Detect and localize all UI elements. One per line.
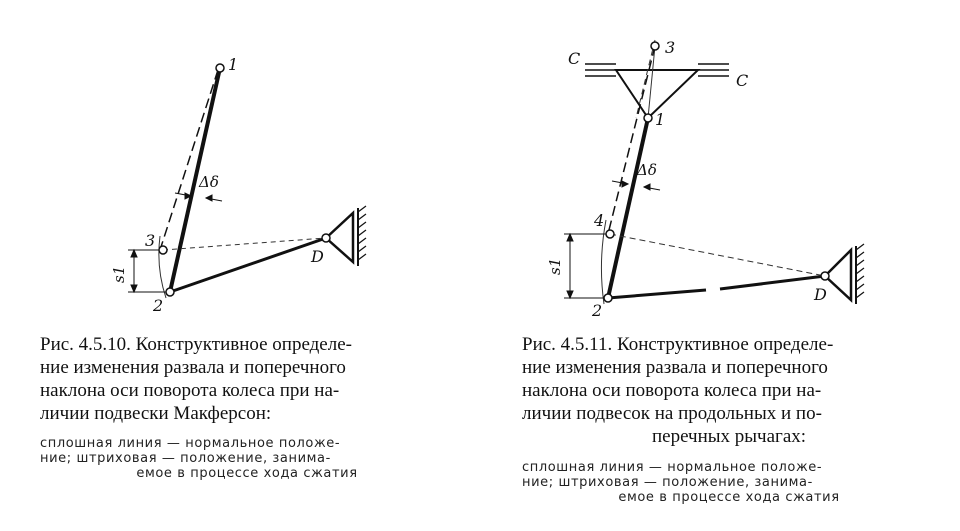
label-1: 1 [228, 55, 239, 74]
caption-line: ние изменения развала и поперечного [522, 357, 828, 378]
caption-line: наклона оси поворота колеса при на- [40, 380, 340, 401]
strut-line-dashed [160, 70, 218, 250]
ground-hatch [358, 206, 366, 260]
node-2 [604, 294, 612, 302]
label-D: D [814, 285, 827, 304]
ground-hatch [856, 244, 864, 298]
caption-line: личии подвесок на продольных и по- [522, 403, 822, 424]
note-line: сплошная линия — нормальное положе- [522, 460, 823, 475]
note-line: ние; штриховая — положение, занима- [40, 451, 331, 466]
delta-arrows [612, 181, 660, 190]
note-line: ние; штриховая — положение, занима- [522, 475, 813, 490]
label-C-right: C [736, 71, 749, 90]
caption-line: личии подвески Макферсон: [40, 403, 272, 424]
caption-line: Рис. 4.5.11. Конструктивное определе- [522, 334, 834, 355]
caption-line: Рис. 4.5.10. Конструктивное определе- [40, 334, 352, 355]
label-D: D [311, 247, 324, 266]
lower-arm-solid [170, 238, 326, 292]
label-2: 2 [153, 296, 164, 315]
lower-arm-solid-b [720, 276, 825, 289]
caption-line: перечных рычагах: [651, 426, 807, 447]
node-4 [606, 230, 614, 238]
caption-line: ние изменения развала и поперечного [40, 357, 346, 378]
node-D [322, 234, 330, 242]
macpherson-diagram [0, 0, 480, 330]
node-D [821, 272, 829, 280]
label-3: 3 [145, 231, 156, 250]
node-3 [159, 246, 167, 254]
label-4: 4 [594, 211, 605, 230]
note-right [522, 460, 936, 505]
c-left-bearing [585, 64, 616, 76]
label-3: 3 [665, 38, 676, 57]
node-1 [644, 114, 652, 122]
label-1: 1 [655, 110, 666, 129]
caption-line: наклона оси поворота колеса при на- [522, 380, 822, 401]
label-C-left: C [568, 49, 581, 68]
note-line: емое в процессе хода сжатия [618, 490, 840, 505]
caption-right [522, 333, 936, 448]
note-line: сплошная линия — нормальное положе- [40, 436, 341, 451]
lower-arm-dashed [163, 238, 326, 250]
lower-arm-solid-a [608, 290, 706, 298]
label-delta: Δδ [637, 161, 657, 179]
delta-arrows [175, 193, 222, 201]
label-delta: Δδ [199, 173, 219, 191]
node-3 [651, 42, 659, 50]
kingpin-dashed [608, 46, 655, 234]
node-2 [166, 288, 174, 296]
swing-arc [601, 220, 606, 304]
label-s1: s1 [546, 257, 564, 275]
node-1 [216, 64, 224, 72]
caption-left [40, 333, 454, 425]
note-left [40, 436, 454, 481]
c-right-bearing [698, 64, 729, 76]
upper-guide [648, 46, 655, 118]
label-s1: s1 [110, 265, 128, 283]
lower-arm-dashed [610, 234, 825, 276]
label-2: 2 [592, 301, 603, 320]
wishbone-diagram [480, 0, 960, 330]
note-line: емое в процессе хода сжатия [136, 466, 358, 481]
